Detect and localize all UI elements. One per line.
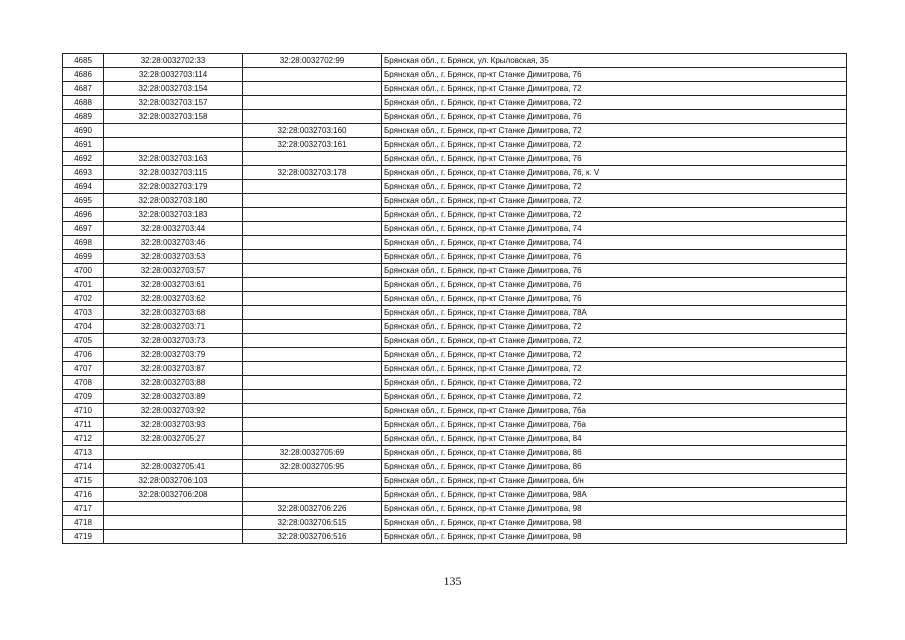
- related-cadastral-number-cell: 32:28:0032706:226: [243, 502, 382, 516]
- cadastral-number-cell: 32:28:0032703:154: [104, 82, 243, 96]
- row-number-cell: 4692: [63, 152, 104, 166]
- table-row: [63, 516, 847, 530]
- cadastral-number-cell: 32:28:0032706:208: [104, 488, 243, 502]
- row-number-cell: 4688: [63, 96, 104, 110]
- table-row: [63, 68, 847, 82]
- address-cell: Брянская обл., г. Брянск, пр-кт Станке Димитрова, 72: [382, 180, 847, 194]
- related-cadastral-number-cell: [243, 306, 382, 320]
- address-cell: Брянская обл., г. Брянск, пр-кт Станке Димитрова, 72: [382, 320, 847, 334]
- table-row: [63, 292, 847, 306]
- cadastral-number-cell: [104, 446, 243, 460]
- address-cell: Брянская обл., г. Брянск, пр-кт Станке Димитрова, 98: [382, 530, 847, 544]
- row-number-cell: 4717: [63, 502, 104, 516]
- related-cadastral-number-cell: [243, 152, 382, 166]
- related-cadastral-number-cell: 32:28:0032706:516: [243, 530, 382, 544]
- related-cadastral-number-cell: 32:28:0032702:99: [243, 54, 382, 68]
- related-cadastral-number-cell: [243, 334, 382, 348]
- address-cell: Брянская обл., г. Брянск, пр-кт Станке Димитрова, 86: [382, 460, 847, 474]
- address-cell: Брянская обл., г. Брянск, пр-кт Станке Димитрова, 72: [382, 96, 847, 110]
- row-number-cell: 4703: [63, 306, 104, 320]
- address-cell: Брянская обл., г. Брянск, пр-кт Станке Димитрова, 72: [382, 194, 847, 208]
- table-row: [63, 390, 847, 404]
- cadastral-number-cell: 32:28:0032703:68: [104, 306, 243, 320]
- related-cadastral-number-cell: [243, 82, 382, 96]
- cadastral-number-cell: 32:28:0032703:115: [104, 166, 243, 180]
- address-cell: Брянская обл., г. Брянск, пр-кт Станке Димитрова, 72: [382, 348, 847, 362]
- row-number-cell: 4697: [63, 222, 104, 236]
- address-cell: Брянская обл., г. Брянск, пр-кт Станке Димитрова, 72: [382, 362, 847, 376]
- cadastral-number-cell: 32:28:0032703:44: [104, 222, 243, 236]
- cadastral-number-cell: [104, 502, 243, 516]
- cadastral-number-cell: 32:28:0032703:157: [104, 96, 243, 110]
- table-row: [63, 320, 847, 334]
- table-row: [63, 474, 847, 488]
- cadastral-number-cell: 32:28:0032703:57: [104, 264, 243, 278]
- row-number-cell: 4686: [63, 68, 104, 82]
- related-cadastral-number-cell: [243, 278, 382, 292]
- cadastral-number-cell: 32:28:0032703:88: [104, 376, 243, 390]
- row-number-cell: 4708: [63, 376, 104, 390]
- table-row: [63, 152, 847, 166]
- related-cadastral-number-cell: 32:28:0032706:515: [243, 516, 382, 530]
- cadastral-number-cell: 32:28:0032703:183: [104, 208, 243, 222]
- table-row: [63, 334, 847, 348]
- cadastral-number-cell: 32:28:0032703:79: [104, 348, 243, 362]
- related-cadastral-number-cell: [243, 222, 382, 236]
- table-row: [63, 432, 847, 446]
- row-number-cell: 4705: [63, 334, 104, 348]
- related-cadastral-number-cell: [243, 250, 382, 264]
- cadastral-number-cell: 32:28:0032705:41: [104, 460, 243, 474]
- row-number-cell: 4701: [63, 278, 104, 292]
- row-number-cell: 4714: [63, 460, 104, 474]
- table-row: [63, 236, 847, 250]
- table-row: [63, 250, 847, 264]
- address-cell: Брянская обл., г. Брянск, пр-кт Станке Димитрова, 76, к. V: [382, 166, 847, 180]
- row-number-cell: 4695: [63, 194, 104, 208]
- cadastral-number-cell: 32:28:0032703:73: [104, 334, 243, 348]
- related-cadastral-number-cell: [243, 348, 382, 362]
- cadastral-number-cell: 32:28:0032702:33: [104, 54, 243, 68]
- related-cadastral-number-cell: [243, 362, 382, 376]
- row-number-cell: 4693: [63, 166, 104, 180]
- related-cadastral-number-cell: [243, 320, 382, 334]
- cadastral-number-cell: 32:28:0032703:87: [104, 362, 243, 376]
- related-cadastral-number-cell: 32:28:0032705:95: [243, 460, 382, 474]
- related-cadastral-number-cell: 32:28:0032705:69: [243, 446, 382, 460]
- table-row: [63, 138, 847, 152]
- row-number-cell: 4698: [63, 236, 104, 250]
- page-number: 135: [443, 574, 462, 588]
- cadastral-number-cell: 32:28:0032703:61: [104, 278, 243, 292]
- cadastral-number-cell: 32:28:0032703:46: [104, 236, 243, 250]
- cadastral-number-cell: 32:28:0032703:71: [104, 320, 243, 334]
- row-number-cell: 4719: [63, 530, 104, 544]
- address-cell: Брянская обл., г. Брянск, пр-кт Станке Димитрова, б/н: [382, 474, 847, 488]
- related-cadastral-number-cell: [243, 390, 382, 404]
- cadastral-number-cell: [104, 124, 243, 138]
- cadastral-number-cell: [104, 530, 243, 544]
- row-number-cell: 4687: [63, 82, 104, 96]
- table-row: [63, 180, 847, 194]
- cadastral-number-cell: 32:28:0032706:103: [104, 474, 243, 488]
- related-cadastral-number-cell: 32:28:0032703:161: [243, 138, 382, 152]
- row-number-cell: 4711: [63, 418, 104, 432]
- related-cadastral-number-cell: [243, 292, 382, 306]
- address-cell: Брянская обл., г. Брянск, пр-кт Станке Димитрова, 98: [382, 502, 847, 516]
- table-row: [63, 96, 847, 110]
- table-row: [63, 222, 847, 236]
- table-row: [63, 264, 847, 278]
- cadastral-number-cell: 32:28:0032703:179: [104, 180, 243, 194]
- row-number-cell: 4718: [63, 516, 104, 530]
- address-cell: Брянская обл., г. Брянск, ул. Крыловская, 35: [382, 54, 847, 68]
- table-row: [63, 54, 847, 68]
- row-number-cell: 4706: [63, 348, 104, 362]
- row-number-cell: 4704: [63, 320, 104, 334]
- related-cadastral-number-cell: [243, 432, 382, 446]
- related-cadastral-number-cell: [243, 110, 382, 124]
- related-cadastral-number-cell: [243, 418, 382, 432]
- row-number-cell: 4700: [63, 264, 104, 278]
- address-cell: Брянская обл., г. Брянск, пр-кт Станке Димитрова, 76: [382, 292, 847, 306]
- address-cell: Брянская обл., г. Брянск, пр-кт Станке Димитрова, 72: [382, 390, 847, 404]
- address-cell: Брянская обл., г. Брянск, пр-кт Станке Димитрова, 78А: [382, 306, 847, 320]
- cadastral-number-cell: 32:28:0032703:89: [104, 390, 243, 404]
- cadastral-number-cell: 32:28:0032703:180: [104, 194, 243, 208]
- address-cell: Брянская обл., г. Брянск, пр-кт Станке Димитрова, 72: [382, 82, 847, 96]
- table-row: [63, 488, 847, 502]
- address-cell: Брянская обл., г. Брянск, пр-кт Станке Димитрова, 76: [382, 250, 847, 264]
- related-cadastral-number-cell: [243, 264, 382, 278]
- row-number-cell: 4696: [63, 208, 104, 222]
- related-cadastral-number-cell: [243, 194, 382, 208]
- address-cell: Брянская обл., г. Брянск, пр-кт Станке Димитрова, 74: [382, 222, 847, 236]
- table-row: [63, 348, 847, 362]
- cadastral-number-cell: 32:28:0032703:92: [104, 404, 243, 418]
- row-number-cell: 4715: [63, 474, 104, 488]
- address-cell: Брянская обл., г. Брянск, пр-кт Станке Димитрова, 72: [382, 124, 847, 138]
- table-row: [63, 418, 847, 432]
- address-cell: Брянская обл., г. Брянск, пр-кт Станке Димитрова, 76а: [382, 418, 847, 432]
- address-cell: Брянская обл., г. Брянск, пр-кт Станке Димитрова, 72: [382, 208, 847, 222]
- address-cell: Брянская обл., г. Брянск, пр-кт Станке Димитрова, 72: [382, 334, 847, 348]
- row-number-cell: 4716: [63, 488, 104, 502]
- row-number-cell: 4694: [63, 180, 104, 194]
- row-number-cell: 4685: [63, 54, 104, 68]
- related-cadastral-number-cell: 32:28:0032703:178: [243, 166, 382, 180]
- table-row: [63, 82, 847, 96]
- address-cell: Брянская обл., г. Брянск, пр-кт Станке Димитрова, 86: [382, 446, 847, 460]
- row-number-cell: 4691: [63, 138, 104, 152]
- related-cadastral-number-cell: [243, 96, 382, 110]
- related-cadastral-number-cell: [243, 180, 382, 194]
- address-cell: Брянская обл., г. Брянск, пр-кт Станке Димитрова, 76: [382, 110, 847, 124]
- cadastral-number-cell: 32:28:0032705:27: [104, 432, 243, 446]
- related-cadastral-number-cell: [243, 404, 382, 418]
- address-cell: Брянская обл., г. Брянск, пр-кт Станке Димитрова, 72: [382, 138, 847, 152]
- row-number-cell: 4709: [63, 390, 104, 404]
- related-cadastral-number-cell: [243, 208, 382, 222]
- table-row: [63, 404, 847, 418]
- cadastral-number-cell: 32:28:0032703:62: [104, 292, 243, 306]
- row-number-cell: 4689: [63, 110, 104, 124]
- row-number-cell: 4710: [63, 404, 104, 418]
- related-cadastral-number-cell: [243, 488, 382, 502]
- related-cadastral-number-cell: [243, 236, 382, 250]
- related-cadastral-number-cell: [243, 376, 382, 390]
- registry-table-body: [63, 54, 847, 544]
- address-cell: Брянская обл., г. Брянск, пр-кт Станке Димитрова, 74: [382, 236, 847, 250]
- related-cadastral-number-cell: [243, 68, 382, 82]
- cadastral-number-cell: 32:28:0032703:158: [104, 110, 243, 124]
- cadastral-number-cell: 32:28:0032703:114: [104, 68, 243, 82]
- row-number-cell: 4712: [63, 432, 104, 446]
- row-number-cell: 4690: [63, 124, 104, 138]
- cadastral-number-cell: 32:28:0032703:163: [104, 152, 243, 166]
- cadastral-number-cell: [104, 138, 243, 152]
- table-row: [63, 362, 847, 376]
- table-row: [63, 124, 847, 138]
- row-number-cell: 4707: [63, 362, 104, 376]
- address-cell: Брянская обл., г. Брянск, пр-кт Станке Димитрова, 84: [382, 432, 847, 446]
- cadastral-number-cell: [104, 516, 243, 530]
- address-cell: Брянская обл., г. Брянск, пр-кт Станке Димитрова, 76: [382, 152, 847, 166]
- address-cell: Брянская обл., г. Брянск, пр-кт Станке Димитрова, 76: [382, 68, 847, 82]
- related-cadastral-number-cell: [243, 474, 382, 488]
- table-row: [63, 110, 847, 124]
- table-row: [63, 530, 847, 544]
- table-row: [63, 306, 847, 320]
- table-row: [63, 194, 847, 208]
- address-cell: Брянская обл., г. Брянск, пр-кт Станке Димитрова, 98: [382, 516, 847, 530]
- row-number-cell: 4702: [63, 292, 104, 306]
- table-row: [63, 460, 847, 474]
- cadastral-number-cell: 32:28:0032703:53: [104, 250, 243, 264]
- table-row: [63, 446, 847, 460]
- registry-table: [62, 53, 847, 544]
- address-cell: Брянская обл., г. Брянск, пр-кт Станке Димитрова, 76: [382, 264, 847, 278]
- address-cell: Брянская обл., г. Брянск, пр-кт Станке Димитрова, 72: [382, 376, 847, 390]
- address-cell: Брянская обл., г. Брянск, пр-кт Станке Димитрова, 76а: [382, 404, 847, 418]
- table-row: [63, 166, 847, 180]
- address-cell: Брянская обл., г. Брянск, пр-кт Станке Димитрова, 76: [382, 278, 847, 292]
- cadastral-number-cell: 32:28:0032703:93: [104, 418, 243, 432]
- row-number-cell: 4713: [63, 446, 104, 460]
- related-cadastral-number-cell: 32:28:0032703:160: [243, 124, 382, 138]
- table-row: [63, 502, 847, 516]
- table-row: [63, 376, 847, 390]
- table-row: [63, 208, 847, 222]
- address-cell: Брянская обл., г. Брянск, пр-кт Станке Димитрова, 98А: [382, 488, 847, 502]
- table-row: [63, 278, 847, 292]
- row-number-cell: 4699: [63, 250, 104, 264]
